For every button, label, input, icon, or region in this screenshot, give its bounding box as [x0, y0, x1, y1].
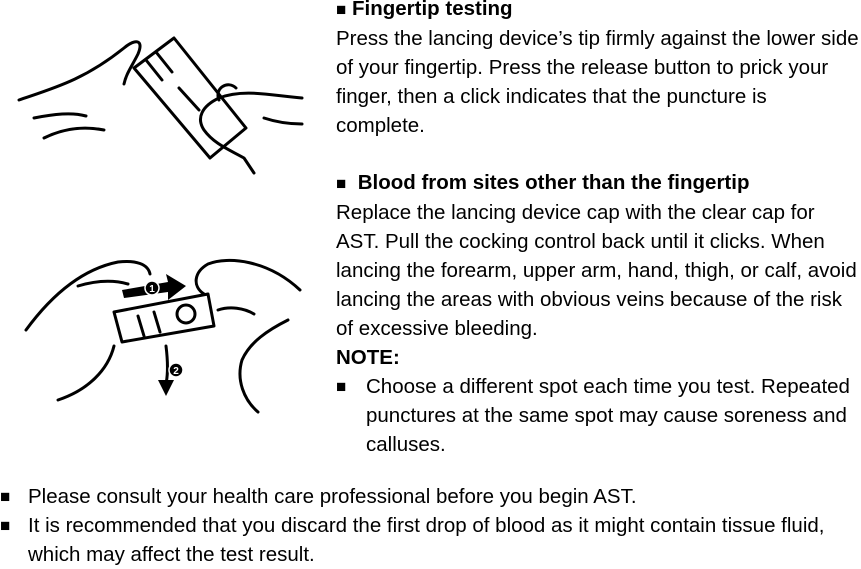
square-bullet-icon: ■ — [336, 0, 347, 19]
section2-body: Replace the lancing device cap with the clear cap for AST. Pull the cocking control back until it clicks. When lancing the forearm, upper arm, hand, thigh, or calf, avoid lancing the areas with obvious veins because of the risk of excessive bleeding. — [336, 201, 857, 340]
note-label: NOTE: — [336, 346, 400, 369]
square-bullet-icon: ■ — [0, 487, 11, 506]
step-2-label: 2 — [173, 366, 179, 377]
bottom-note-text: It is recommended that you discard the first drop of blood as it might contain tissue fluid, which may affect the test result. — [28, 514, 825, 566]
bottom-note-item — [0, 482, 861, 511]
square-bullet-icon: ■ — [336, 377, 347, 396]
section-fingertip-testing — [336, 0, 861, 140]
section1-heading — [336, 0, 861, 24]
bottom-note-text: Please consult your health care professional before you begin AST. — [28, 485, 637, 508]
section1-heading-text: Fingertip testing — [351, 0, 513, 20]
section2-heading — [336, 168, 861, 198]
arrow-step-2-icon — [158, 380, 174, 396]
note-item-text: Choose a different spot each time you test. Repeated punctures at the same spot may cause soreness and calluses. — [366, 375, 850, 456]
step-1-label: 1 — [149, 284, 155, 295]
note-item — [336, 372, 861, 459]
section-alternate-site — [336, 168, 861, 459]
fingertip-lancing-illustration — [14, 18, 306, 178]
bottom-note-item — [0, 511, 861, 569]
square-bullet-icon: ■ — [0, 516, 11, 535]
square-bullet-icon: ■ — [336, 174, 347, 193]
section2-heading-text: Blood from sites other than the fingertip — [357, 171, 750, 194]
cap-change-illustration — [18, 250, 308, 420]
section1-body: Press the lancing device’s tip firmly against the lower side of your fingertip. Press the release button to prick your finger, then a click indicates that the puncture is complete. — [336, 27, 859, 137]
bottom-notes — [0, 482, 861, 569]
